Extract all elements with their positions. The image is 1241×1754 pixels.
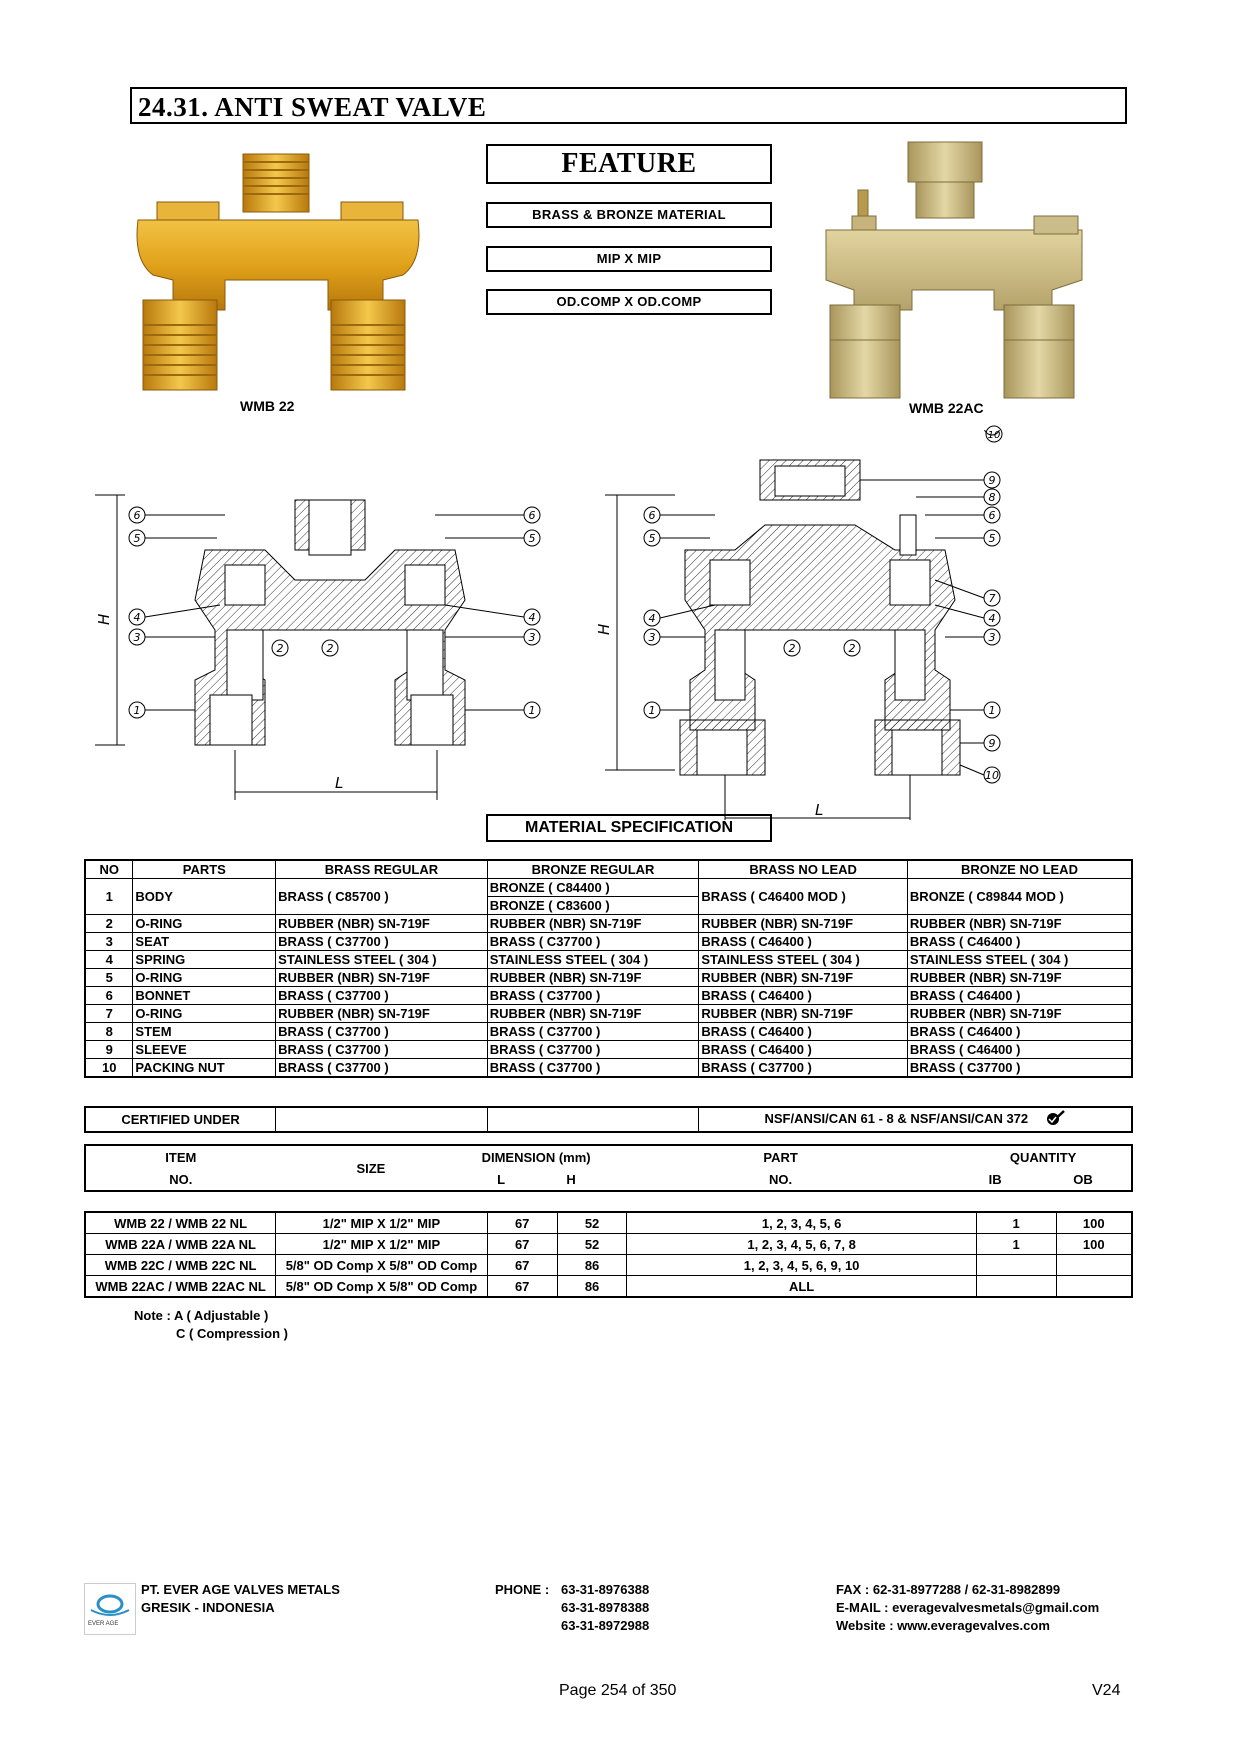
cell-brass-no-lead: BRASS ( C37700 )	[699, 1059, 908, 1078]
cell-bronze-no-lead: RUBBER (NBR) SN-719F	[907, 969, 1132, 987]
dimension-header-table	[84, 1144, 1133, 1192]
svg-text:4: 4	[988, 612, 996, 625]
feature-item: OD.COMP X OD.COMP	[486, 289, 772, 315]
svg-text:4: 4	[133, 611, 141, 624]
cell-bronze-no-lead: RUBBER (NBR) SN-719F	[907, 915, 1132, 933]
cell-ib: 1	[976, 1234, 1056, 1255]
cell-brass-regular: STAINLESS STEEL ( 304 )	[276, 951, 488, 969]
cell-brass-no-lead: BRASS ( C46400 )	[699, 933, 908, 951]
logo-text: EVER AGE	[88, 1621, 119, 1627]
table-row	[85, 933, 1132, 951]
svg-text:3: 3	[988, 631, 996, 644]
header-quantity: QUANTITY	[1009, 1150, 1077, 1165]
cell-size: 5/8" OD Comp X 5/8" OD Comp	[276, 1276, 488, 1298]
header-size: SIZE	[356, 1160, 386, 1176]
dimension-table	[84, 1211, 1133, 1298]
h-dimension-label-left: H	[95, 613, 113, 625]
cell-no: 1	[85, 879, 133, 915]
cell-bronze-regular: BRASS ( C37700 )	[487, 1059, 699, 1078]
col-header: BRONZE REGULAR	[487, 860, 699, 879]
l-dimension-label-left: L	[335, 774, 344, 792]
certified-table	[84, 1106, 1133, 1133]
svg-text:4: 4	[528, 611, 536, 624]
table-row	[85, 969, 1132, 987]
cell-ob	[1056, 1276, 1132, 1298]
cell-bronze-regular: BRONZE ( C83600 )	[487, 897, 699, 915]
table-row	[85, 951, 1132, 969]
svg-text:2: 2	[276, 642, 284, 655]
table-row	[85, 1234, 1132, 1255]
certified-standard: NSF/ANSI/CAN 61 - 8 & NSF/ANSI/CAN 372	[764, 1110, 1029, 1126]
cell-brass-no-lead: RUBBER (NBR) SN-719F	[699, 969, 908, 987]
svg-text:2: 2	[788, 642, 796, 655]
col-header: BRASS REGULAR	[276, 860, 488, 879]
cell-bronze-regular: BRONZE ( C84400 )	[487, 879, 699, 897]
cell-brass-no-lead: RUBBER (NBR) SN-719F	[699, 1005, 908, 1023]
feature-heading: FEATURE	[486, 144, 772, 184]
cell-brass-no-lead: STAINLESS STEEL ( 304 )	[699, 951, 908, 969]
cell-ob: 100	[1056, 1234, 1132, 1255]
table-header-row	[85, 860, 1132, 879]
cell-part: PACKING NUT	[133, 1059, 276, 1078]
cell-part: SLEEVE	[133, 1041, 276, 1059]
cell-bronze-regular: BRASS ( C37700 )	[487, 987, 699, 1005]
cell-brass-no-lead: BRASS ( C46400 )	[699, 1023, 908, 1041]
cell-size: 1/2" MIP X 1/2" MIP	[276, 1212, 488, 1234]
cell-size: 5/8" OD Comp X 5/8" OD Comp	[276, 1255, 488, 1276]
cell-item: WMB 22AC / WMB 22AC NL	[85, 1276, 276, 1298]
cell-ib	[976, 1276, 1056, 1298]
svg-text:10: 10	[985, 769, 999, 782]
cell-bronze-regular: RUBBER (NBR) SN-719F	[487, 915, 699, 933]
cell-part: BONNET	[133, 987, 276, 1005]
svg-text:3: 3	[528, 631, 536, 644]
svg-text:5: 5	[133, 532, 141, 545]
svg-text:5: 5	[528, 532, 536, 545]
svg-text:1: 1	[528, 704, 536, 717]
cell-item: WMB 22A / WMB 22A NL	[85, 1234, 276, 1255]
h-dimension-label-right: H	[595, 623, 613, 635]
company-logo	[84, 1583, 136, 1635]
cell-brass-no-lead: RUBBER (NBR) SN-719F	[699, 915, 908, 933]
cell-no: 8	[85, 1023, 133, 1041]
header-ob: OB	[1073, 1172, 1093, 1188]
cell-no: 2	[85, 915, 133, 933]
cell-l: 67	[487, 1212, 557, 1234]
cell-brass-regular: BRASS ( C37700 )	[276, 1041, 488, 1059]
table-row	[85, 1212, 1132, 1234]
cell-ib: 1	[976, 1212, 1056, 1234]
col-header: PARTS	[133, 860, 276, 879]
cell-brass-no-lead: BRASS ( C46400 MOD )	[699, 879, 908, 915]
svg-text:7: 7	[988, 592, 996, 605]
cell-item: WMB 22C / WMB 22C NL	[85, 1255, 276, 1276]
cell-h: 52	[557, 1212, 627, 1234]
svg-text:2: 2	[326, 642, 334, 655]
product-photo-wmb22ac	[812, 140, 1097, 404]
svg-text:5: 5	[648, 532, 656, 545]
cell-part: O-RING	[133, 1005, 276, 1023]
cell-bronze-regular: RUBBER (NBR) SN-719F	[487, 969, 699, 987]
cell-ob	[1056, 1255, 1132, 1276]
header-part: PART	[763, 1150, 798, 1165]
footer-location: GRESIK - INDONESIA	[141, 1600, 275, 1615]
svg-text:9: 9	[988, 737, 996, 750]
cell-h: 52	[557, 1234, 627, 1255]
col-header: BRONZE NO LEAD	[907, 860, 1132, 879]
checkmark-icon	[1044, 1109, 1066, 1130]
certified-label: CERTIFIED UNDER	[85, 1107, 276, 1132]
cell-l: 67	[487, 1234, 557, 1255]
footer-fax: FAX : 62-31-8977288 / 62-31-8982899	[836, 1582, 1061, 1597]
cell-bronze-no-lead: BRASS ( C46400 )	[907, 933, 1132, 951]
cell-no: 7	[85, 1005, 133, 1023]
svg-text:3: 3	[648, 631, 656, 644]
photo-caption-left: WMB 22	[240, 398, 295, 414]
product-photo-wmb22	[133, 150, 423, 402]
table-row	[85, 1041, 1132, 1059]
table-row	[85, 1059, 1132, 1078]
page-title: 24.31. ANTI SWEAT VALVE	[138, 92, 487, 122]
svg-text:1: 1	[648, 704, 656, 717]
header-item-no: NO.	[169, 1172, 193, 1188]
svg-text:4: 4	[648, 612, 656, 625]
cell-no: 9	[85, 1041, 133, 1059]
cell-bronze-no-lead: RUBBER (NBR) SN-719F	[907, 1005, 1132, 1023]
footer-phone-label: PHONE :	[495, 1582, 550, 1597]
cell-brass-no-lead: BRASS ( C46400 )	[699, 987, 908, 1005]
cell-brass-regular: BRASS ( C37700 )	[276, 987, 488, 1005]
cell-bronze-regular: BRASS ( C37700 )	[487, 933, 699, 951]
cell-brass-regular: BRASS ( C37700 )	[276, 1023, 488, 1041]
table-row	[85, 879, 1132, 897]
cell-h: 86	[557, 1255, 627, 1276]
cell-bronze-regular: BRASS ( C37700 )	[487, 1023, 699, 1041]
cell-part-no: 1, 2, 3, 4, 5, 6, 7, 8	[627, 1234, 976, 1255]
cell-part-no: 1, 2, 3, 4, 5, 6	[627, 1212, 976, 1234]
header-item: ITEM	[165, 1150, 197, 1165]
cell-bronze-no-lead: BRASS ( C46400 )	[907, 1041, 1132, 1059]
cell-part: STEM	[133, 1023, 276, 1041]
svg-text:9: 9	[988, 474, 996, 487]
svg-text:1: 1	[988, 704, 996, 717]
cell-no: 6	[85, 987, 133, 1005]
svg-text:6: 6	[133, 509, 141, 522]
header-ib: IB	[988, 1172, 1002, 1188]
svg-text:10: 10	[987, 430, 1001, 441]
photo-caption-right: WMB 22AC	[909, 400, 984, 416]
cell-brass-regular: BRASS ( C85700 )	[276, 879, 488, 915]
material-spec-table	[84, 859, 1133, 1078]
header-h: H	[566, 1172, 576, 1188]
table-row	[85, 1276, 1132, 1298]
cell-no: 3	[85, 933, 133, 951]
cell-no: 5	[85, 969, 133, 987]
feature-item: BRASS & BRONZE MATERIAL	[486, 202, 772, 228]
svg-text:6: 6	[988, 509, 996, 522]
cell-l: 67	[487, 1276, 557, 1298]
svg-text:8: 8	[988, 491, 996, 504]
header-l: L	[497, 1172, 506, 1188]
cell-bronze-no-lead: STAINLESS STEEL ( 304 )	[907, 951, 1132, 969]
table-row	[85, 1005, 1132, 1023]
feature-item: MIP X MIP	[486, 246, 772, 272]
material-spec-heading: MATERIAL SPECIFICATION	[486, 814, 772, 842]
footer-phone: 63-31-8976388	[561, 1582, 650, 1597]
table-row	[85, 1255, 1132, 1276]
cell-bronze-no-lead: BRASS ( C37700 )	[907, 1059, 1132, 1078]
footer-phone: 63-31-8972988	[561, 1618, 650, 1633]
note-line-1: Note : A ( Adjustable )	[134, 1308, 269, 1323]
footer-email[interactable]: E-MAIL : everagevalvesmetals@gmail.com	[836, 1600, 1100, 1615]
cell-no: 10	[85, 1059, 133, 1078]
l-dimension-label-right: L	[815, 801, 824, 819]
cell-h: 86	[557, 1276, 627, 1298]
cell-ib	[976, 1255, 1056, 1276]
footer-phone: 63-31-8978388	[561, 1600, 650, 1615]
cell-item: WMB 22 / WMB 22 NL	[85, 1212, 276, 1234]
cell-part: O-RING	[133, 969, 276, 987]
svg-text:1: 1	[133, 704, 141, 717]
cell-brass-regular: BRASS ( C37700 )	[276, 1059, 488, 1078]
col-header: NO	[85, 860, 133, 879]
cell-part: O-RING	[133, 915, 276, 933]
cell-brass-no-lead: BRASS ( C46400 )	[699, 1041, 908, 1059]
cell-brass-regular: BRASS ( C37700 )	[276, 933, 488, 951]
cell-part: SEAT	[133, 933, 276, 951]
svg-text:6: 6	[528, 509, 536, 522]
header-part-no: NO.	[769, 1172, 793, 1188]
page-number: Page 254 of 350	[559, 1682, 677, 1699]
svg-text:2: 2	[848, 642, 856, 655]
version-label: V24	[1092, 1682, 1121, 1699]
cell-bronze-no-lead: BRASS ( C46400 )	[907, 987, 1132, 1005]
table-row	[85, 987, 1132, 1005]
cell-ob: 100	[1056, 1212, 1132, 1234]
callout-10-top	[984, 424, 1004, 444]
footer-website[interactable]: Website : www.everagevalves.com	[836, 1618, 1050, 1633]
col-header: BRASS NO LEAD	[699, 860, 908, 879]
cell-l: 67	[487, 1255, 557, 1276]
cell-bronze-regular: RUBBER (NBR) SN-719F	[487, 1005, 699, 1023]
cell-bronze-regular: BRASS ( C37700 )	[487, 1041, 699, 1059]
note-line-2: C ( Compression )	[176, 1326, 288, 1341]
cell-bronze-no-lead: BRONZE ( C89844 MOD )	[907, 879, 1132, 915]
cell-brass-regular: RUBBER (NBR) SN-719F	[276, 969, 488, 987]
certified-value	[699, 1107, 1132, 1132]
cell-size: 1/2" MIP X 1/2" MIP	[276, 1234, 488, 1255]
table-row	[85, 1023, 1132, 1041]
svg-text:5: 5	[988, 532, 996, 545]
cell-part: BODY	[133, 879, 276, 915]
page-title-box	[130, 87, 1127, 124]
cell-part-no: 1, 2, 3, 4, 5, 6, 9, 10	[627, 1255, 976, 1276]
header-dimension: DIMENSION (mm)	[481, 1150, 591, 1165]
table-row	[85, 915, 1132, 933]
svg-text:3: 3	[133, 631, 141, 644]
cell-no: 4	[85, 951, 133, 969]
cell-part: SPRING	[133, 951, 276, 969]
cell-part-no: ALL	[627, 1276, 976, 1298]
cell-bronze-no-lead: BRASS ( C46400 )	[907, 1023, 1132, 1041]
cell-brass-regular: RUBBER (NBR) SN-719F	[276, 1005, 488, 1023]
cross-section-drawings	[95, 430, 1140, 820]
svg-text:6: 6	[648, 509, 656, 522]
footer-company: PT. EVER AGE VALVES METALS	[141, 1582, 340, 1597]
cell-brass-regular: RUBBER (NBR) SN-719F	[276, 915, 488, 933]
cell-bronze-regular: STAINLESS STEEL ( 304 )	[487, 951, 699, 969]
